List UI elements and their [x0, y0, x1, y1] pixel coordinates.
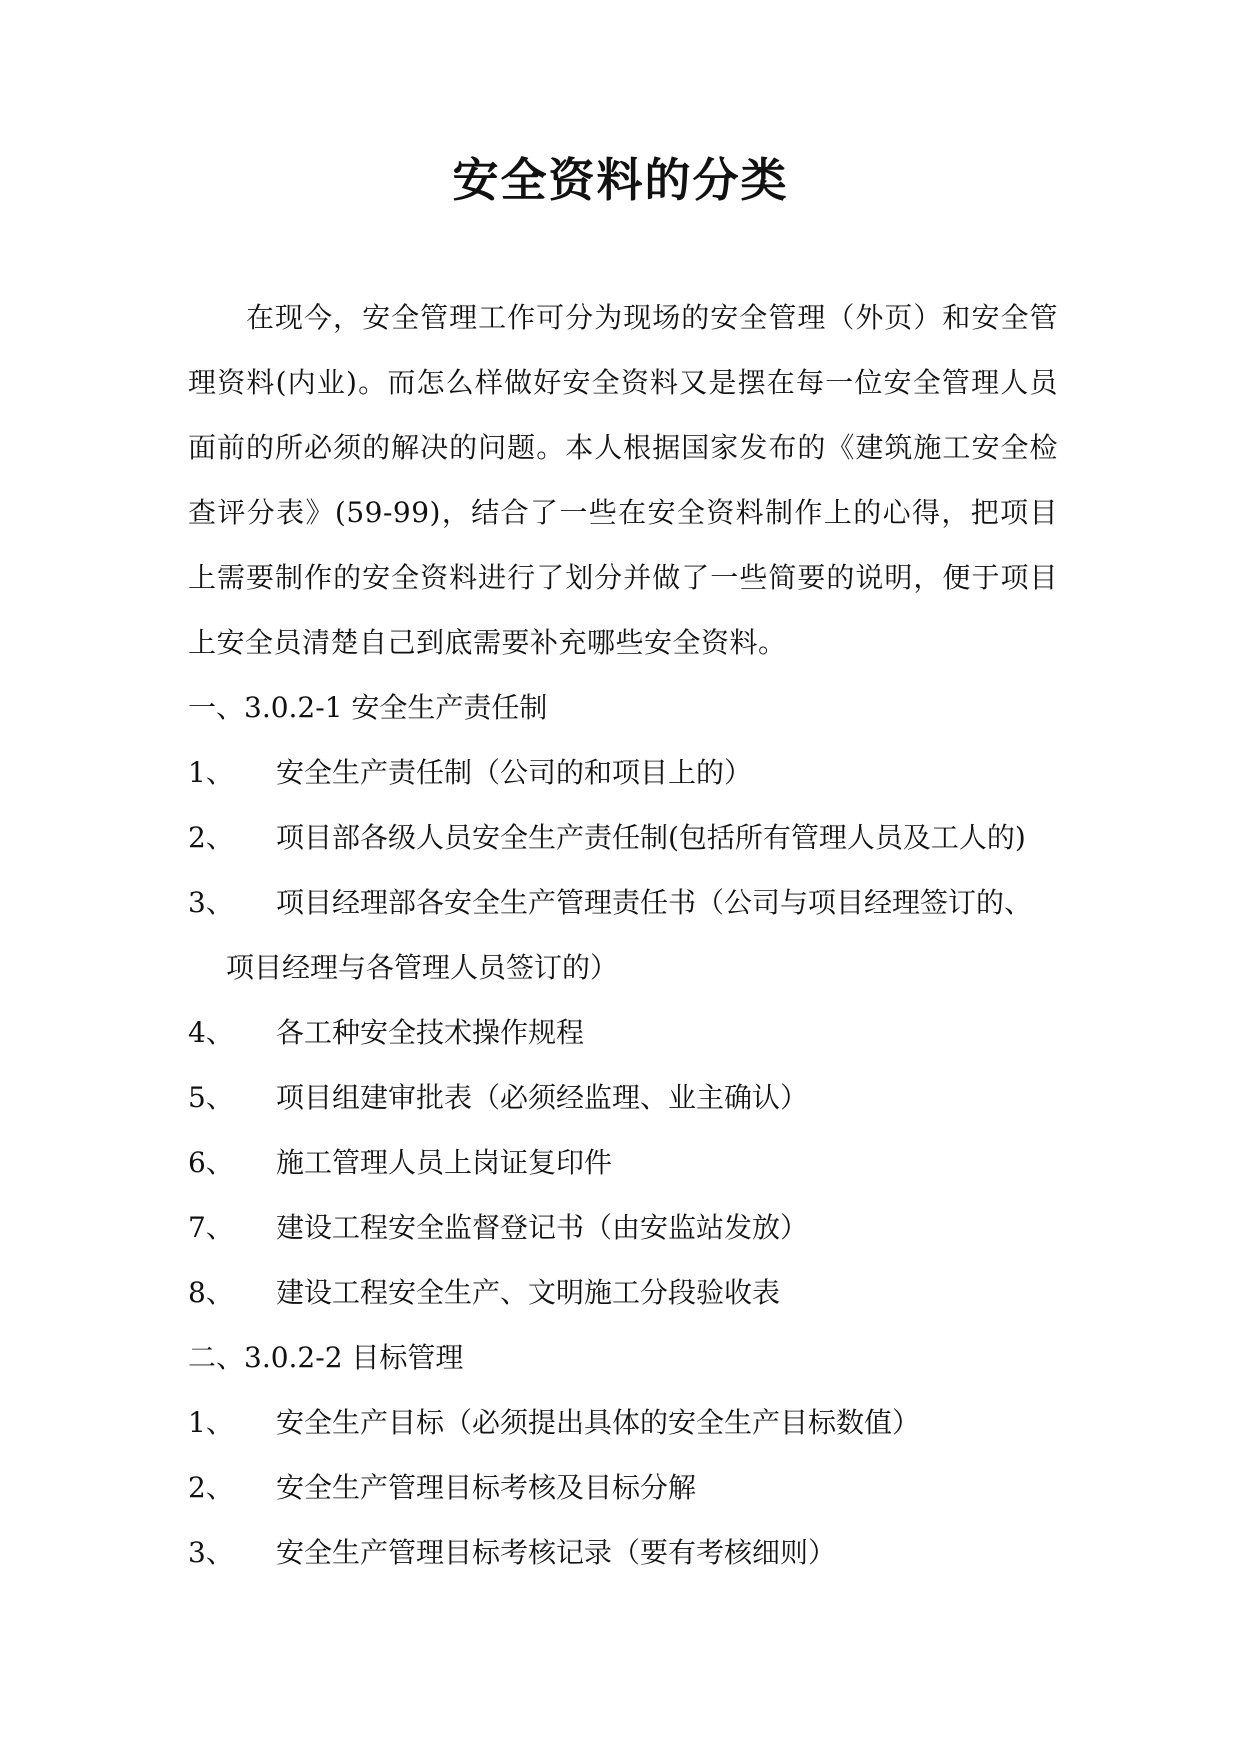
document-title: 安全资料的分类 — [452, 153, 789, 207]
item-number: 4、 — [188, 1016, 234, 1049]
section-heading: 二、3.0.2-2 目标管理 — [188, 1341, 464, 1374]
item-text: 项目部各级人员安全生产责任制(包括所有管理人员及工人的) — [276, 821, 1026, 854]
item-number: 3、 — [188, 886, 234, 919]
item-text: 安全生产管理目标考核记录（要有考核细则） — [276, 1536, 837, 1569]
list-item — [188, 1520, 1058, 1585]
list-item — [188, 805, 1058, 870]
item-number: 2、 — [188, 1471, 234, 1504]
document-body — [188, 285, 1058, 1585]
item-number: 5、 — [188, 1081, 234, 1114]
list-item — [188, 1260, 1058, 1325]
list-item — [188, 870, 1058, 935]
item-text: 各工种安全技术操作规程 — [276, 1016, 585, 1049]
list-item — [188, 1195, 1058, 1260]
item-number: 3、 — [188, 1536, 234, 1569]
item-number: 6、 — [188, 1146, 234, 1179]
item-number: 1、 — [188, 756, 234, 789]
item-number: 7、 — [188, 1211, 234, 1244]
item-text: 施工管理人员上岗证复印件 — [276, 1146, 613, 1179]
item-text: 建设工程安全生产、文明施工分段验收表 — [276, 1276, 781, 1309]
item-number: 1、 — [188, 1406, 234, 1439]
item-number: 8、 — [188, 1276, 234, 1309]
item-text: 建设工程安全监督登记书（由安监站发放） — [276, 1211, 809, 1244]
item-text-continued: 项目经理与各管理人员签订的） — [226, 951, 619, 984]
list-item — [188, 740, 1058, 805]
item-text: 安全生产责任制（公司的和项目上的） — [276, 756, 753, 789]
list-item — [188, 1000, 1058, 1065]
list-item — [188, 1455, 1058, 1520]
list-item — [188, 1130, 1058, 1195]
intro-paragraph: 在现今，安全管理工作可分为现场的安全管理（外页）和安全管理资料(内业)。而怎么样做好安全资料又是摆在每一位安全管理人员面前的所必须的解决的问题。本人根据国家发布的《建筑施工安全检查评分表》(59-99)，结合了一些在安全资料制作上的心得，把项目上需要制作的安全资料进行了划分并做了一些简要的说明，便于项目上安全员清楚自己到底需要补充哪些安全资料。 — [188, 301, 1058, 659]
section-heading: 一、3.0.2-1 安全生产责任制 — [188, 691, 548, 724]
item-number: 2、 — [188, 821, 234, 854]
item-text: 项目经理部各安全生产管理责任书（公司与项目经理签订的、 — [276, 886, 1033, 919]
item-text: 安全生产管理目标考核及目标分解 — [276, 1471, 697, 1504]
list-item — [188, 1390, 1058, 1455]
item-text: 项目组建审批表（必须经监理、业主确认） — [276, 1081, 809, 1114]
list-item — [188, 1065, 1058, 1130]
item-text: 安全生产目标（必须提出具体的安全生产目标数值） — [276, 1406, 921, 1439]
